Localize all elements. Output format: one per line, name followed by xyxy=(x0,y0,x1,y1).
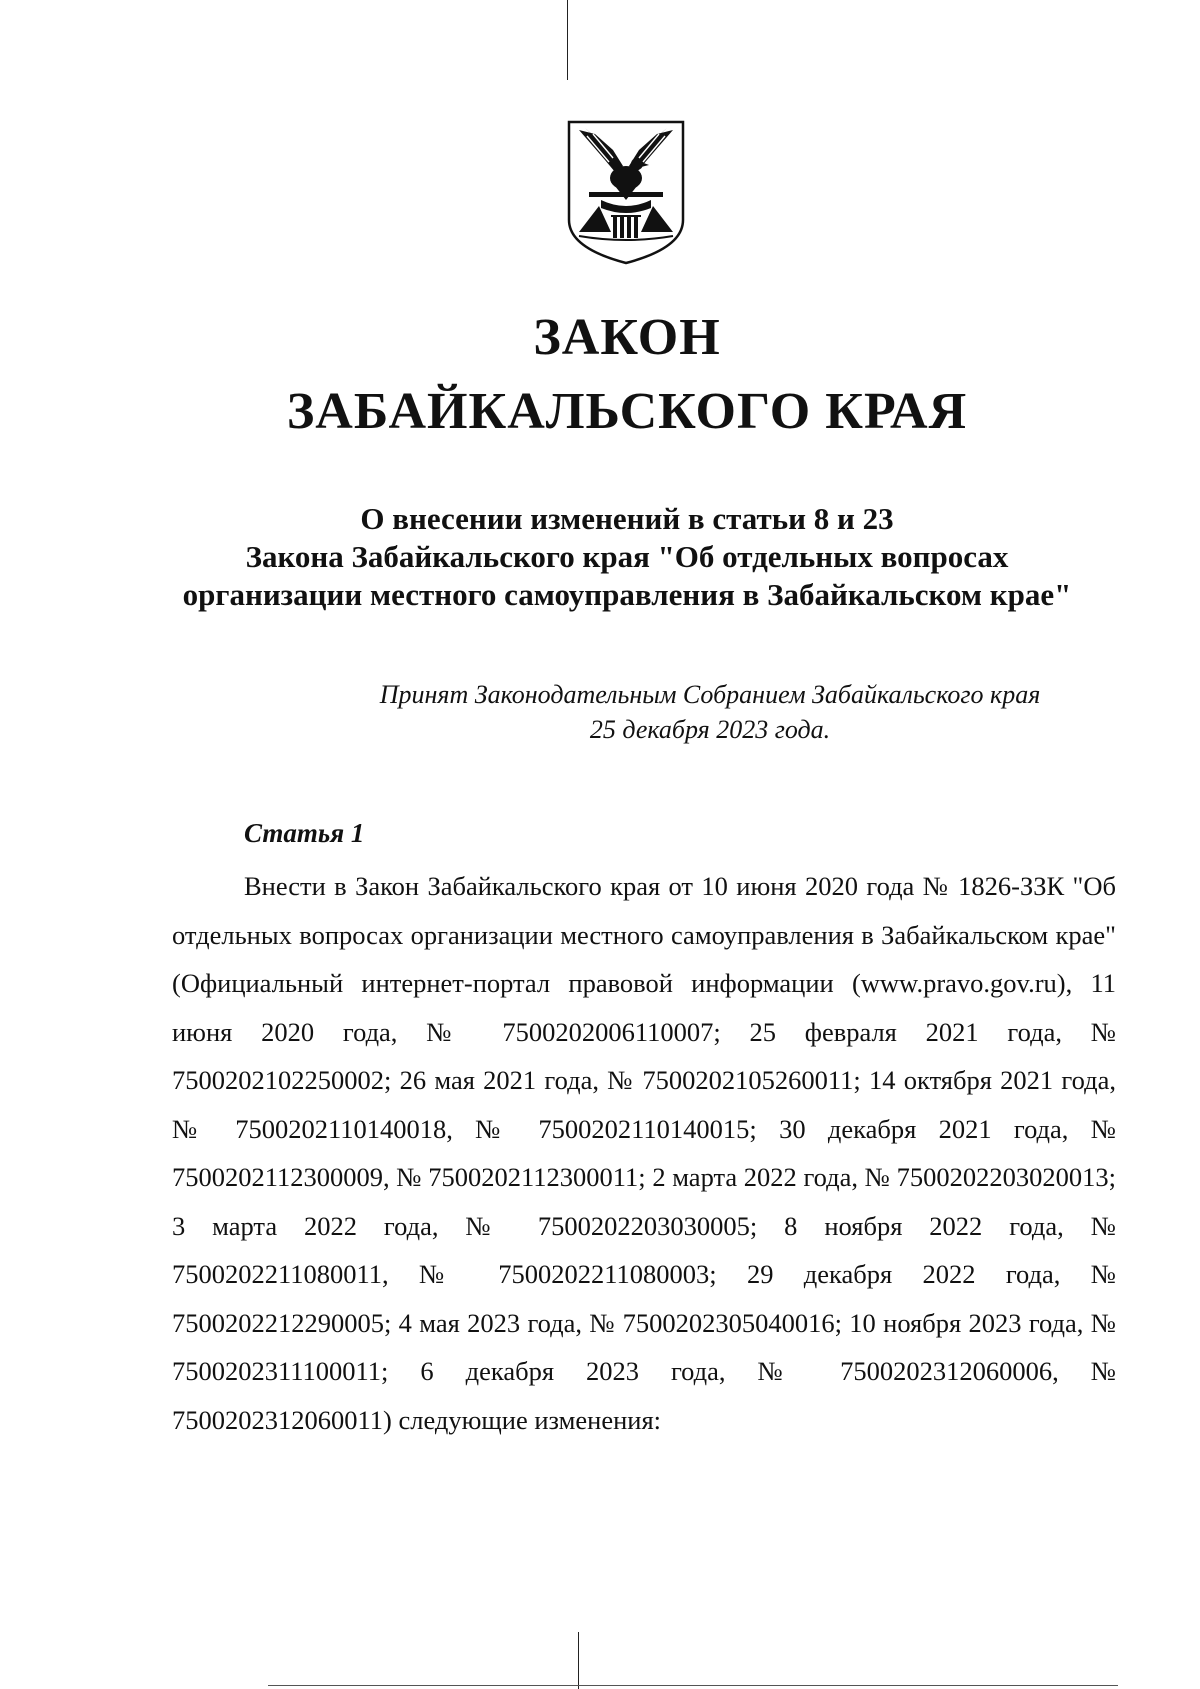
scan-artifact-top xyxy=(567,0,568,80)
coat-of-arms-icon xyxy=(565,120,687,265)
page-bottom-rule xyxy=(268,1685,1118,1686)
document-subtitle xyxy=(0,500,1200,614)
adoption-date: 25 декабря 2023 года. xyxy=(589,715,831,744)
article-heading: Статья 1 xyxy=(244,818,365,848)
document-region: ЗАБАЙКАЛЬСКОГО КРАЯ xyxy=(286,383,968,440)
scan-artifact-bottom xyxy=(578,1632,579,1689)
article-body: Внести в Закон Забайкальского края от 10 июня 2020 года № 1826-ЗЗК "Об отдельных вопросах организации местного самоуправления в Забайкальском крае" (Официальный интернет-портал правовой информации (www.pravo.gov.ru), 11 июня 2020 года, № 7500202006110007; 25 февраля 2021 года, № 7500202102250002; 26 мая 2021 года, № 7500202105260011; 14 октября 2021 года, № 7500202110140018, № 7500202110140015; 30 декабря 2021 года, № 7500202112300009, № 7500202112300011; 2 марта 2022 года, № 7500202203020013; 3 марта 2022 года, № 7500202203030005; 8 ноября 2022 года, № 7500202211080011, № 7500202211080003; 29 декабря 2022 года, № 7500202212290005; 4 мая 2023 года, № 7500202305040016; 10 ноября 2023 года, № 7500202311100011; 6 декабря 2023 года, № 7500202312060006, № 7500202312060011) следующие изменения: xyxy=(172,871,1116,1435)
document-title: ЗАКОН xyxy=(533,309,721,366)
adoption-note xyxy=(300,677,1120,747)
subtitle-line: организации местного самоуправления в Забайкальском крае" xyxy=(182,577,1072,612)
subtitle-line: Закона Забайкальского края "Об отдельных вопросах xyxy=(245,539,1009,574)
subtitle-line: О внесении изменений в статьи 8 и 23 xyxy=(360,501,894,536)
adoption-line: Принят Законодательным Собранием Забайкальского края xyxy=(379,680,1041,709)
